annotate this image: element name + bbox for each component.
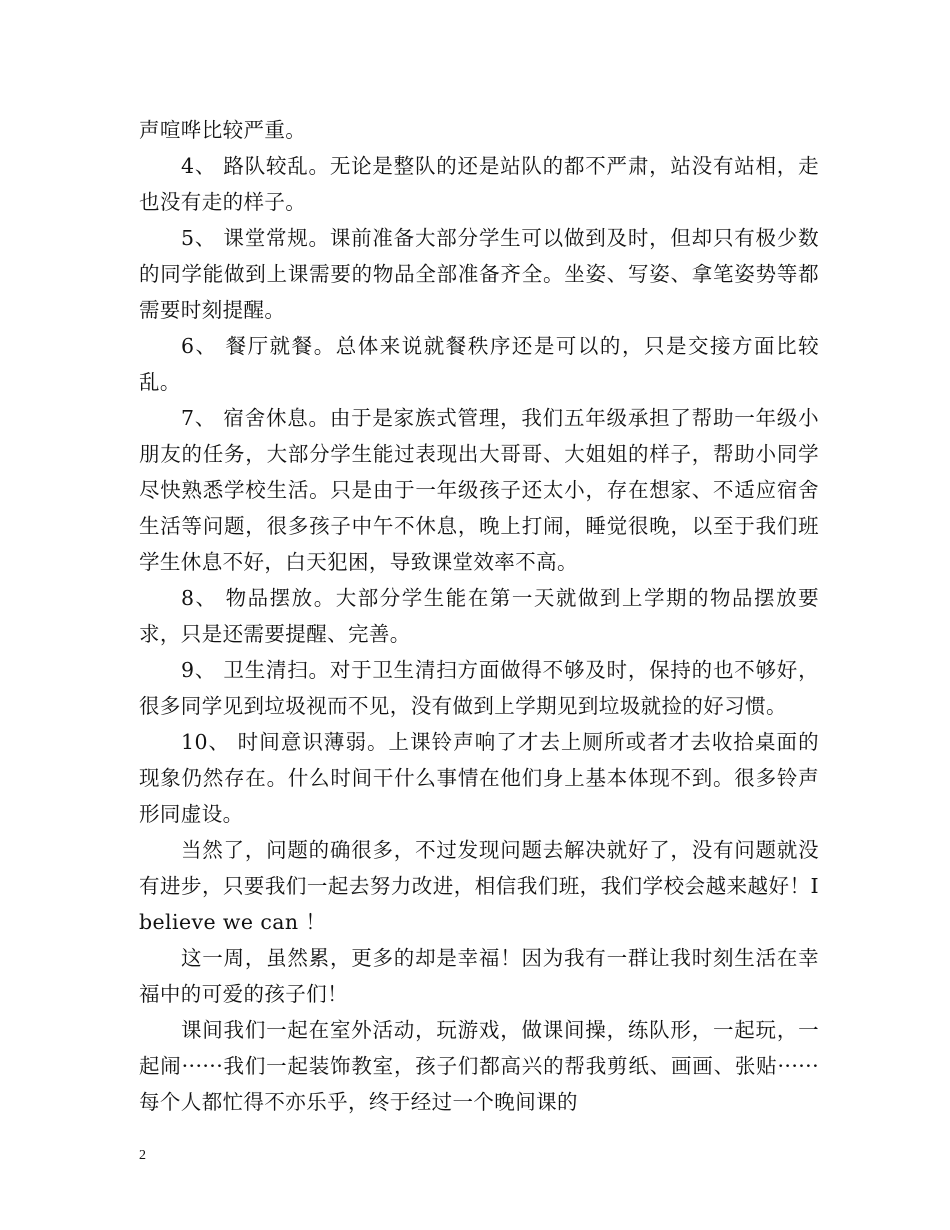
page-number: 2 xyxy=(139,1148,146,1163)
paragraph-item-4: 4、 路队较乱。无论是整队的还是站队的都不严肃，站没有站相，走也没有走的样子。 xyxy=(139,154,819,214)
paragraph-item-7: 7、 宿舍休息。由于是家族式管理，我们五年级承担了帮助一年级小朋友的任务，大部分学生能过表现出大哥哥、大姐姐的样子，帮助小同学尽快熟悉学校生活。只是由于一年级孩子还太小，存在想家、不适应宿舍生活等问题，很多孩子中午不休息，晚上打闹，睡觉很晚，以至于我们班学生休息不好，白天犯困，导致课堂效率不高。 xyxy=(139,406,819,574)
paragraph-continuation: 声喧哗比较严重。 xyxy=(139,118,307,142)
paragraph-item-9: 9、 卫生清扫。对于卫生清扫方面做得不够及时，保持的也不够好，很多同学见到垃圾视而不见，没有做到上学期见到垃圾就捡的好习惯。 xyxy=(139,658,819,718)
paragraph-happiness: 这一周，虽然累，更多的却是幸福！因为我有一群让我时刻生活在幸福中的可爱的孩子们！ xyxy=(139,946,819,1006)
paragraph-item-10: 10、 时间意识薄弱。上课铃声响了才去上厕所或者才去收拾桌面的现象仍然存在。什么时间干什么事情在他们身上基本体现不到。很多铃声形同虚设。 xyxy=(139,730,819,826)
paragraph-activities: 课间我们一起在室外活动，玩游戏，做课间操，练队形，一起玩，一起闹······我们一起装饰教室，孩子们都高兴的帮我剪纸、画画、张贴······每个人都忙得不亦乐乎，终于经过一个晚间课的 xyxy=(139,1018,819,1114)
paragraph-conclusion: 当然了，问题的确很多，不过发现问题去解决就好了，没有问题就没有进步，只要我们一起去努力改进，相信我们班，我们学校会越来越好！I believe we can ！ xyxy=(139,838,819,934)
paragraph-item-8: 8、 物品摆放。大部分学生能在第一天就做到上学期的物品摆放要求，只是还需要提醒、完善。 xyxy=(139,586,819,646)
paragraph-item-5: 5、 课堂常规。课前准备大部分学生可以做到及时，但却只有极少数的同学能做到上课需要的物品全部准备齐全。坐姿、写姿、拿笔姿势等都需要时刻提醒。 xyxy=(139,226,819,322)
paragraph-item-6: 6、 餐厅就餐。总体来说就餐秩序还是可以的，只是交接方面比较乱。 xyxy=(139,334,819,394)
document-body xyxy=(139,112,819,1120)
